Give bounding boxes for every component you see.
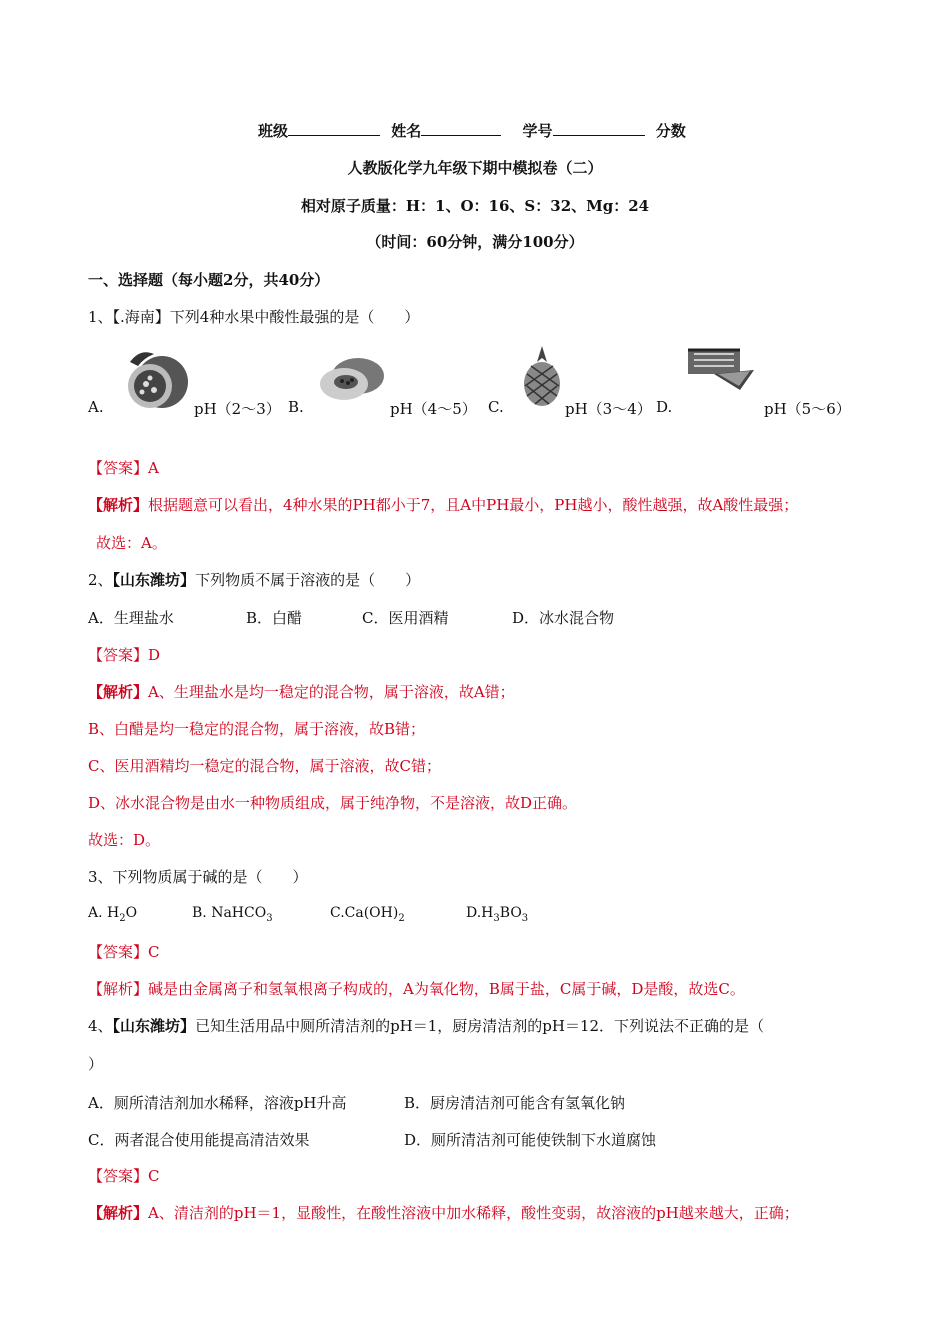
q3-option-b-sub: 3 (266, 912, 273, 924)
q3-stem: 3、下列物质属于碱的是（ ） (88, 868, 308, 886)
q2-stem-text: 下列物质不属于溶液的是（ ） (195, 571, 421, 589)
q1-analysis-tag: 【解析】 (88, 496, 149, 514)
q1-option-d-ph: pH（5～6） (764, 400, 851, 418)
q2-number: 2、 (88, 571, 113, 589)
q2-analysis-a (88, 682, 515, 702)
q3-option-c-text: C.Ca(OH) (330, 905, 399, 921)
q4-option-d: D．厕所清洁剂可能使铁制下水道腐蚀 (404, 1131, 657, 1149)
q2-analysis-c: C、医用酒精均一稳定的混合物，属于溶液，故C错； (88, 757, 441, 775)
q1-option-d-letter: D. (656, 398, 673, 416)
q4-option-c: C．两者混合使用能提高清洁效果 (88, 1131, 310, 1149)
q2-analysis-a-text: A、生理盐水是均一稳定的混合物，属于溶液，故A错； (148, 683, 515, 701)
q3-analysis: 【解析】碱是由金属离子和氢氧根离子构成的，A为氧化物，B属于盐，C属于碱，D是酸，故选C。 (88, 980, 745, 998)
id-blank[interactable] (553, 120, 645, 136)
q4-option-b: B．厨房清洁剂可能含有氢氧化钠 (404, 1094, 626, 1112)
q4-source: 【山东潍坊】 (112, 1017, 196, 1035)
q1-option-c-ph: pH（3～4） (565, 400, 652, 418)
score-label: 分数 (655, 122, 686, 140)
name-blank[interactable] (421, 120, 501, 136)
passion-fruit-icon (110, 344, 192, 410)
student-info-line (258, 120, 686, 141)
name-label: 姓名 (391, 122, 422, 140)
q2-option-b: B．白醋 (246, 609, 303, 627)
q1-option-b-letter: B. (288, 398, 304, 416)
q3-option-d-text2: BO (499, 905, 522, 921)
q2-analysis-tag: 【解析】 (88, 683, 149, 701)
papaya-icon (316, 350, 386, 406)
q4-stem-text: 已知生活用品中厕所清洁剂的pH＝1，厨房清洁剂的pH＝12．下列说法不正确的是（ (195, 1017, 765, 1035)
q3-option-d (466, 905, 529, 924)
q3-option-d-sub2: 3 (521, 912, 529, 924)
q2-analysis-b: B、白醋是均一稳定的混合物，属于溶液，故B错； (88, 720, 426, 738)
q2-source: 【山东潍坊】 (112, 571, 196, 589)
q2-option-a: A．生理盐水 (88, 609, 174, 627)
q4-analysis-tag: 【解析】 (88, 1204, 149, 1222)
q2-analysis-d: D、冰水混合物是由水一种物质组成，属于纯净物，不是溶液，故D正确。 (88, 794, 578, 812)
q3-option-a (88, 905, 138, 924)
q3-option-c-sub: 2 (398, 912, 405, 924)
q1-option-a-letter: A. (88, 398, 104, 416)
q4-answer: 【答案】C (88, 1167, 160, 1185)
q2-stem (88, 570, 420, 590)
class-label: 班级 (258, 122, 289, 140)
q1-analysis-text: 根据题意可以看出，4种水果的PH都小于7，且A中PH最小，PH越小，酸性越强，故A酸性最强； (148, 496, 799, 514)
q4-stem-end: ） (88, 1055, 104, 1073)
class-blank[interactable] (288, 120, 380, 136)
q3-option-b (192, 905, 273, 924)
q3-option-a-text: A. H (88, 905, 120, 921)
q4-option-a: A．厕所清洁剂加水稀释，溶液pH升高 (88, 1094, 347, 1112)
q4-analysis-text: A、清洁剂的pH＝1，显酸性，在酸性溶液中加水稀释，酸性变弱，故溶液的pH越来越大，正确； (148, 1204, 799, 1222)
watermelon-icon (684, 344, 756, 392)
q1-analysis-conclusion: 故选：A。 (96, 534, 167, 552)
q2-option-d: D．冰水混合物 (512, 609, 615, 627)
q3-option-d-sub1: 3 (493, 912, 500, 924)
pineapple-icon (517, 344, 567, 408)
q2-conclusion: 故选：D。 (88, 831, 161, 849)
q4-stem (88, 1016, 764, 1036)
q1-stem: 1、【.海南】下列4种水果中酸性最强的是（ ） (88, 308, 420, 326)
q3-answer: 【答案】C (88, 943, 160, 961)
q4-number: 4、 (88, 1017, 113, 1035)
q2-option-c: C．医用酒精 (362, 609, 449, 627)
id-label: 学号 (522, 122, 553, 140)
q4-analysis (88, 1203, 799, 1223)
section-heading: 一、选择题（每小题2分，共40分） (88, 271, 330, 289)
q1-option-c-letter: C. (488, 398, 504, 416)
q3-option-d-text: D.H (466, 905, 494, 921)
q2-answer: 【答案】D (88, 646, 161, 664)
q1-answer: 【答案】A (88, 459, 159, 477)
page-title: 人教版化学九年级下期中模拟卷（二） (347, 159, 603, 177)
q3-option-a-sub: 2 (119, 912, 126, 924)
q1-option-a-ph: pH（2～3） (194, 400, 281, 418)
q1-analysis (88, 495, 798, 515)
q3-option-c (330, 905, 405, 924)
time-info: （时间：60分钟，满分100分） (366, 233, 584, 251)
q1-option-b-ph: pH（4～5） (390, 400, 477, 418)
q3-option-b-text: B. NaHCO (192, 905, 267, 921)
atomic-mass-info: 相对原子质量：H：1、O：16、S：32、Mg：24 (300, 197, 650, 215)
q3-option-a-text2: O (125, 905, 138, 921)
